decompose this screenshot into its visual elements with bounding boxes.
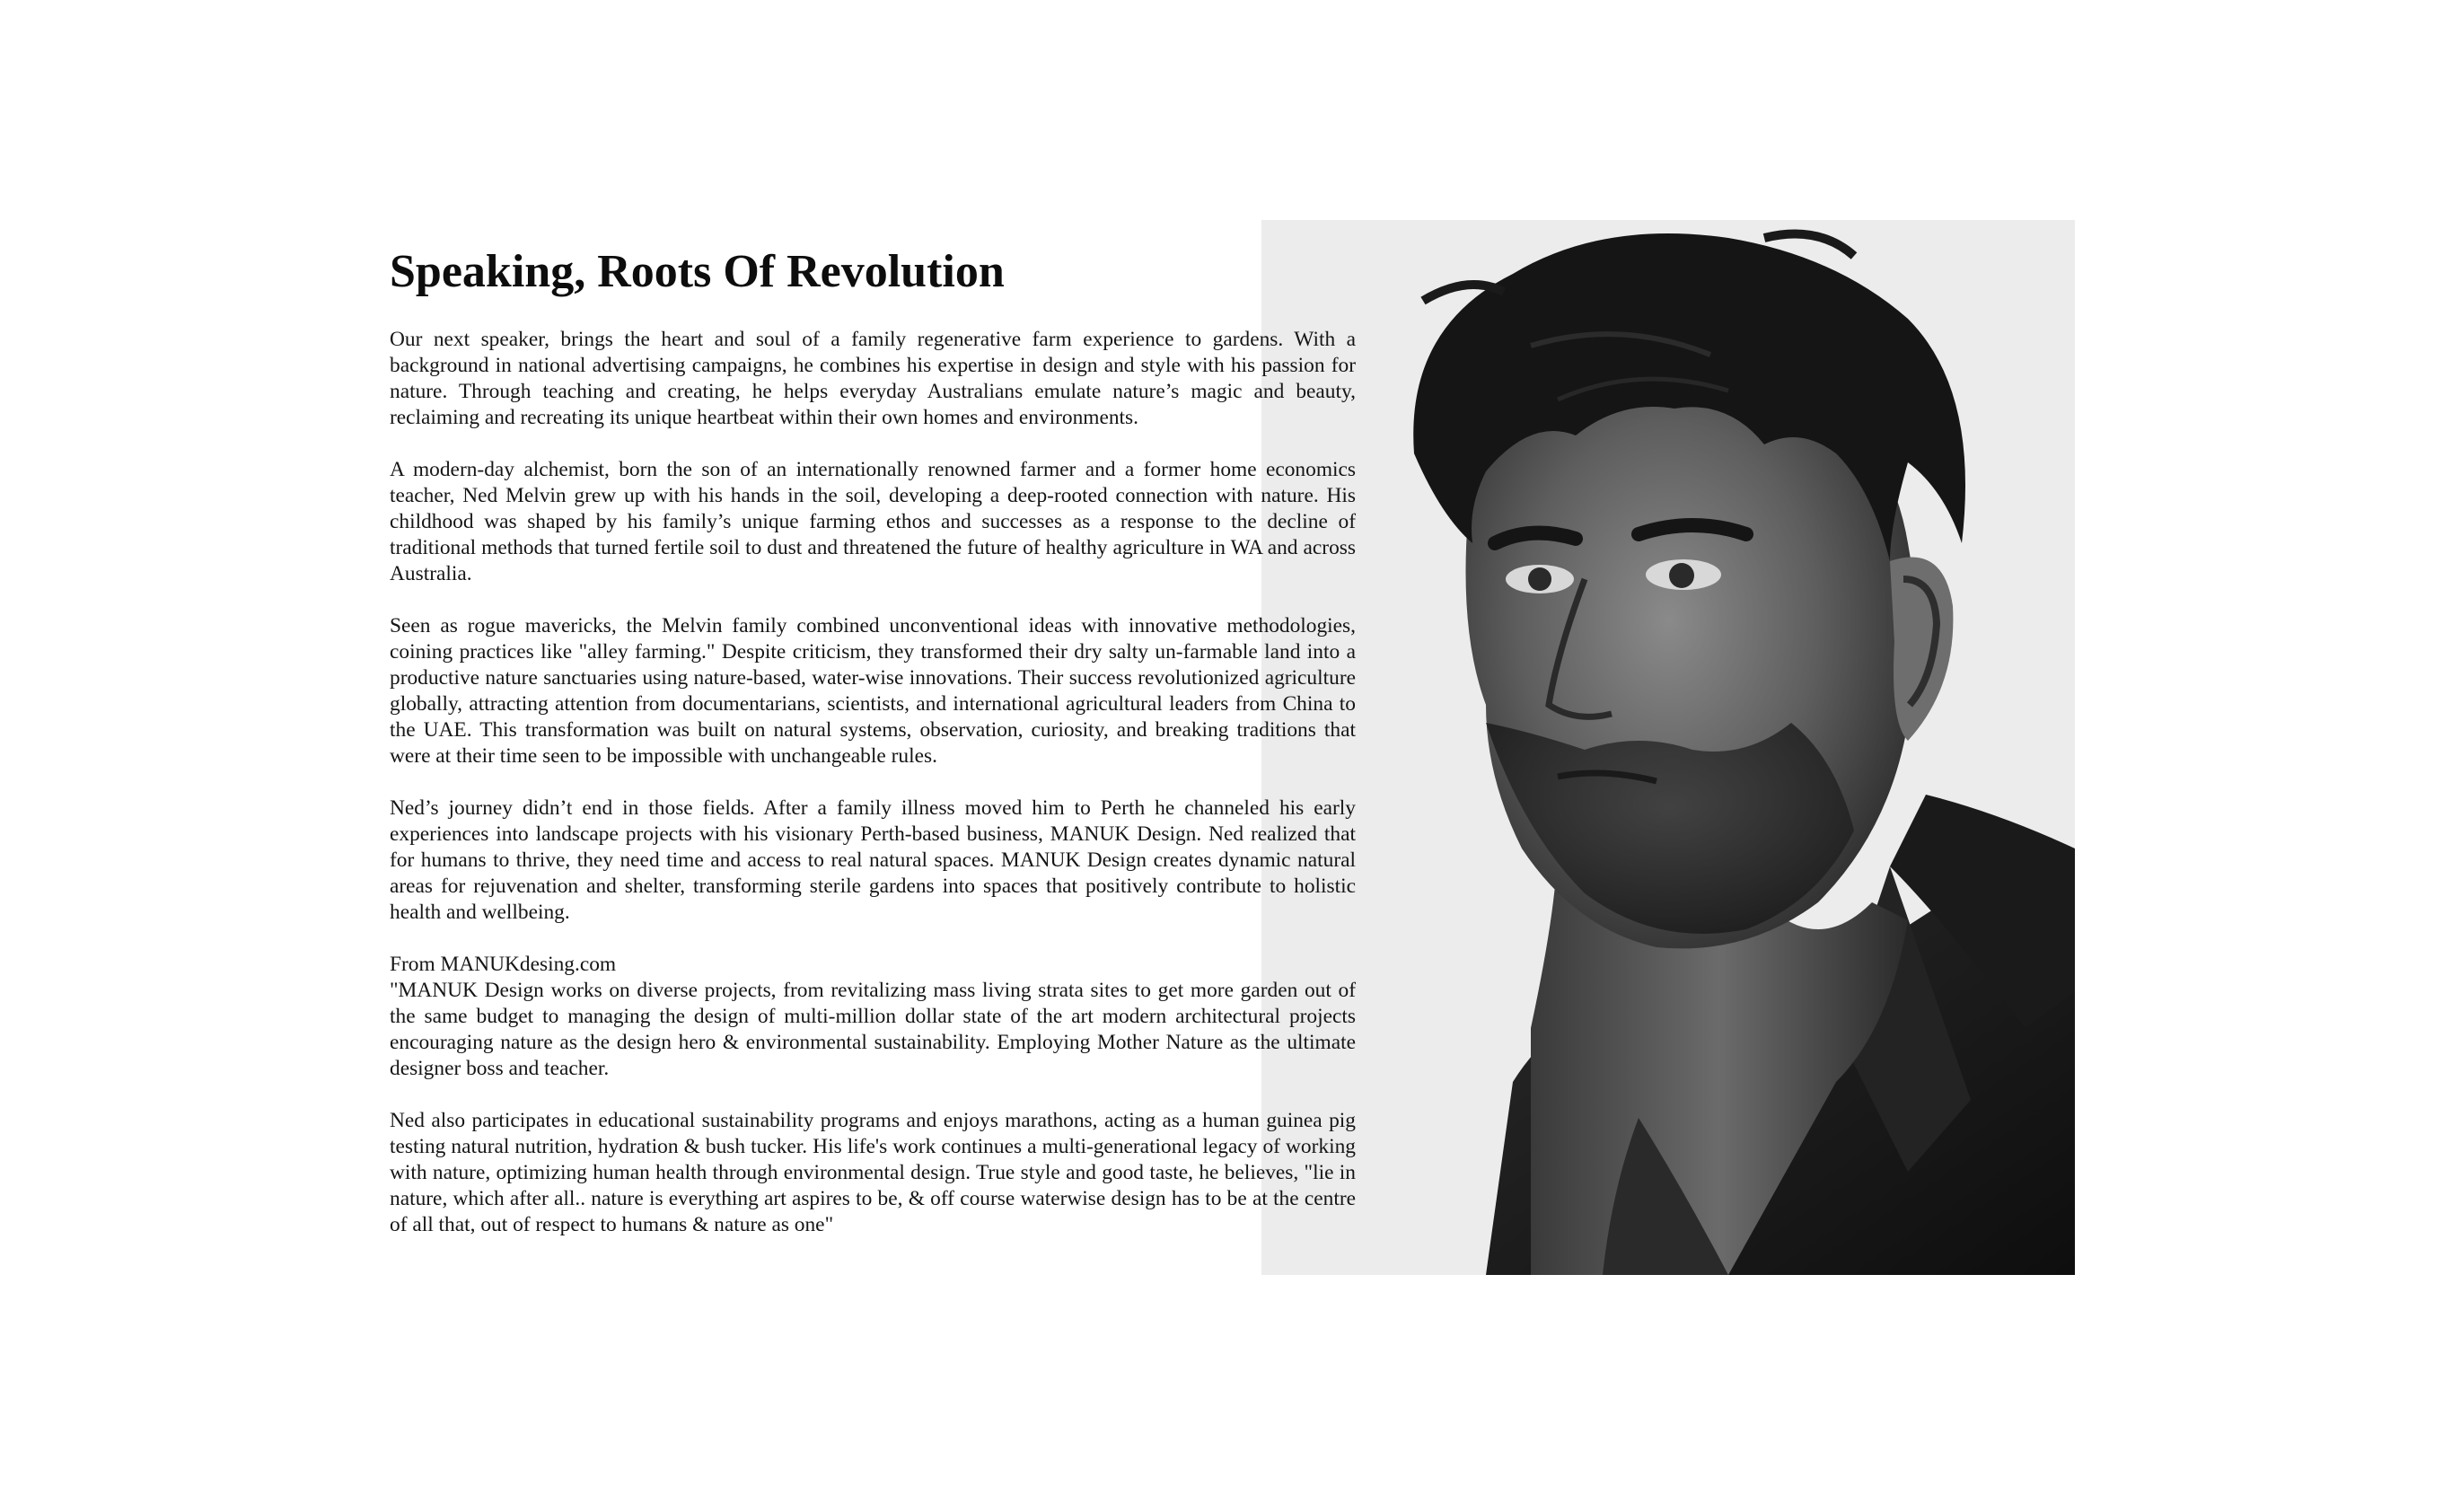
- article-paragraph-4: Ned’s journey didn’t end in those fields. After a family illness moved him to Perth he channeled his early experiences into landscape projects with his visionary Perth-based business, MANUK Design. Ned realized that for humans to thrive, they need time and access to real natural spaces. MANUK Design creates dynamic natural areas for rejuvenation and shelter, transforming sterile gardens into spaces that positively contribute to holistic health and wellbeing.: [390, 796, 1356, 924]
- speaker-portrait-photo: [1261, 220, 2075, 1275]
- quote-block: [390, 952, 1356, 1082]
- article: [390, 242, 1356, 1264]
- quote-text: "MANUK Design works on diverse projects, from revitalizing mass living strata sites to get more garden out of the same budget to managing the design of multi-million dollar state of the art modern architectural projects encouraging nature as the design hero & environmental sustainability. Employing Mother Nature as the ultimate designer boss and teacher.: [390, 979, 1356, 1080]
- article-title: Speaking, Roots Of Revolution: [390, 246, 1005, 297]
- article-paragraph-2: A modern-day alchemist, born the son of an internationally renowned farmer and a former home economics teacher, Ned Melvin grew up with his hands in the soil, developing a deep-rooted connection with nature. His childhood was shaped by his family’s unique farming ethos and successes as a response to the decline of traditional methods that turned fertile soil to dust and threatened the future of healthy agriculture in WA and across Australia.: [390, 458, 1356, 585]
- article-paragraph-3: Seen as rogue mavericks, the Melvin family combined unconventional ideas with innovative methodologies, coining practices like "alley farming." Despite criticism, they transformed their dry salty un-farmable land into a productive nature sanctuaries using nature-based, water-wise innovations. Their success revolutionized agriculture globally, attracting attention from documentarians, scientists, and international agricultural leaders from China to the UAE. This transformation was built on natural systems, observation, curiosity, and breaking traditions that were at their time seen to be impossible with unchangeable rules.: [390, 614, 1356, 768]
- closing-paragraph: Ned also participates in educational sustainability programs and enjoys marathons, acting as a human guinea pig testing natural nutrition, hydration & bush tucker. His life's work continues a multi-generational legacy of working with nature, optimizing human health through environmental design. True style and good taste, he believes, "lie in nature, which after all.. nature is everything art aspires to be, & off course waterwise design has to be at the centre of all that, out of respect to humans & nature as one": [390, 1109, 1356, 1236]
- portrait-image: [1261, 220, 2075, 1275]
- article-paragraph-1: Our next speaker, brings the heart and soul of a family regenerative farm experience to gardens. With a background in national advertising campaigns, he combines his expertise in design and style with his passion for nature. Through teaching and creating, he helps everyday Australians emulate nature’s magic and beauty, reclaiming and recreating its unique heartbeat within their own homes and environments.: [390, 328, 1356, 429]
- quote-source: From MANUKdesing.com: [390, 953, 617, 976]
